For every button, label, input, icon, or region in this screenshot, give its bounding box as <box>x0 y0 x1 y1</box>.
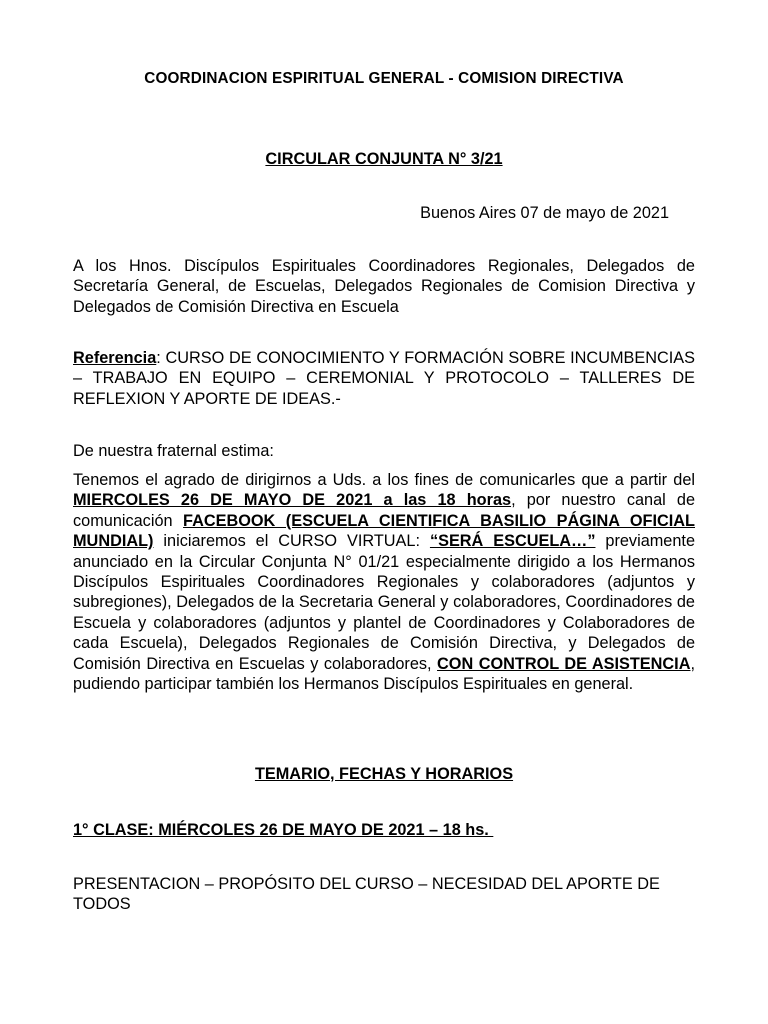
attendance-control-highlight: CON CONTROL DE ASISTENCIA <box>437 654 691 673</box>
body-text-3: iniciaremos el CURSO VIRTUAL: <box>153 532 430 551</box>
body-text-1: Tenemos el agrado de dirigirnos a Uds. a los fines de comunicarles que a partir del <box>73 471 695 489</box>
facebook-channel-highlight: FACEBOOK (ESCUELA CIENTIFICA BASILIO PÁGINA OFICIAL MUNDIAL) <box>73 511 695 551</box>
body-text-4: previamente anunciado en la Circular Conjunta N° 01/21 especialmente dirigido a los Hermanos Discípulos Espirituales Coordinadores Regionales y colaboradores (adjuntos y subregiones), Delegados de la Secretaria General y colaboradores, Coordinadores de Escuela y colaboradores (adjuntos y plantel de Coordinadores y Colaboradores de cada Escuela), Delegados Regionales de Comisión Directiva, y Delegados de Comisión Directiva en Escuelas y colaboradores, <box>73 532 695 673</box>
body-text-5: , pudiendo participar también los Hermanos Discípulos Espirituales en general. <box>73 654 695 694</box>
greeting: De nuestra fraternal estima: <box>73 442 274 460</box>
organization-header: COORDINACION ESPIRITUAL GENERAL - COMISION DIRECTIVA <box>144 70 624 87</box>
reference-paragraph <box>73 348 695 409</box>
body-text-2: , por nuestro canal de comunicación <box>73 491 695 530</box>
reference-label: Referencia <box>73 349 157 367</box>
body-paragraph <box>73 470 695 694</box>
class-1-topics: PRESENTACION – PROPÓSITO DEL CURSO – NECESIDAD DEL APORTE DE TODOS <box>73 875 660 914</box>
reference-text: : CURSO DE CONOCIMIENTO Y FORMACIÓN SOBRE INCUMBENCIAS – TRABAJO EN EQUIPO – CEREMONIAL Y PROTOCOLO – TALLERES DE REFLEXION Y APORTE DE IDEAS.- <box>73 349 695 408</box>
temario-title: TEMARIO, FECHAS Y HORARIOS <box>254 765 514 783</box>
start-date-highlight: MIERCOLES 26 DE MAYO DE 2021 a las 18 horas <box>73 491 512 510</box>
class-1-heading: 1° CLASE: MIÉRCOLES 26 DE MAYO DE 2021 – 18 hs. <box>73 821 494 839</box>
course-name-highlight: “SERÁ ESCUELA…” <box>429 532 596 551</box>
circular-title: CIRCULAR CONJUNTA N° 3/21 <box>265 150 503 168</box>
addressees-paragraph: A los Hnos. Discípulos Espirituales Coordinadores Regionales, Delegados de Secretaría General, de Escuelas, Delegados Regionales de Comision Directiva y Delegados de Comisión Directiva en Escuela <box>73 257 695 316</box>
date-line: Buenos Aires 07 de mayo de 2021 <box>420 204 669 222</box>
